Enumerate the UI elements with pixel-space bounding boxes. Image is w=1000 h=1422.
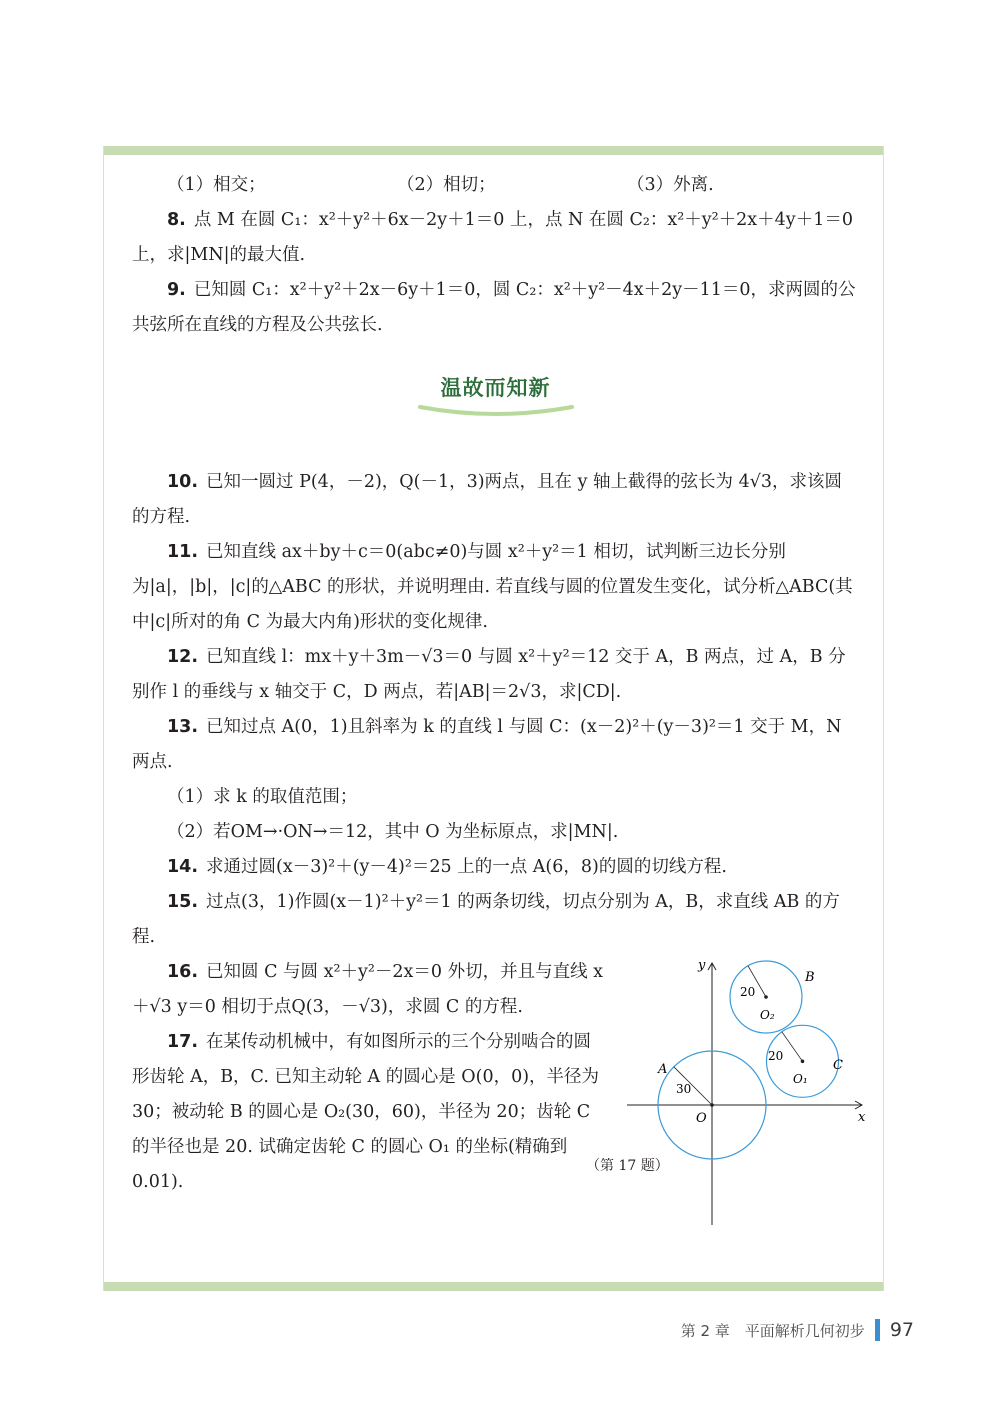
- sub-item-2: （2）相切；: [397, 175, 496, 195]
- problem-number: 17.: [167, 1032, 199, 1052]
- sub-item-1: （1）相交；: [167, 175, 266, 195]
- problem-text: 过点(3，1)作圆(x－1)²＋y²＝1 的两条切线，切点分别为 A，B，求直线 AB 的方程.: [132, 892, 840, 947]
- problem-text: 已知直线 l：mx＋y＋3m－√3＝0 与圆 x²＋y²＝12 交于 A，B 两点，过 A，B 分别作 l 的垂线与 x 轴交于 C，D 两点，若|AB|＝2√3，求|CD|.: [132, 647, 846, 702]
- title-swoosh: [416, 399, 576, 419]
- sub-item-3: （3）外离.: [627, 175, 714, 195]
- problem-number: 15.: [167, 892, 199, 912]
- page-number: 97: [889, 1319, 914, 1341]
- problem-number: 13.: [167, 717, 199, 737]
- problem-number: 11.: [167, 542, 199, 562]
- problem-13-part-1: （1）求 k 的取值范围；: [167, 787, 358, 807]
- problem-13: [132, 710, 859, 780]
- origin-label: O: [696, 1111, 707, 1126]
- problem-text: 在某传动机械中，有如图所示的三个分别啮合的圆形齿轮 A，B，C. 已知主动轮 A 的圆心是 O(0，0)，半径为 30；被动轮 B 的圆心是 O₂(30，60)，半径为 20；齿轮 C 的半径也是 20. 试确定齿轮 C 的圆心 O₁ 的坐标(精确到 0.01).: [132, 1032, 600, 1192]
- o2-label: O₂: [760, 1008, 775, 1022]
- narrow-column: [132, 955, 607, 1200]
- problem-number: 14.: [167, 857, 199, 877]
- gear-figure: [622, 955, 872, 1235]
- problem-number: 16.: [167, 962, 199, 982]
- problem-number: 8.: [167, 210, 186, 230]
- content-frame: [103, 146, 884, 1291]
- gear-c-label: C: [833, 1058, 843, 1073]
- problem-text: 已知圆 C₁：x²＋y²＋2x－6y＋1＝0，圆 C₂：x²＋y²－4x＋2y－11＝0，求两圆的公共弦所在直线的方程及公共弦长.: [132, 280, 856, 335]
- figure-caption: （第 17 题）: [586, 1158, 669, 1174]
- radius-a-label: 30: [676, 1082, 692, 1096]
- problem-12: [132, 640, 859, 710]
- problem-9: [132, 273, 859, 343]
- content: [132, 168, 866, 1200]
- problem-number: 9.: [167, 280, 186, 300]
- radius-line-c: [782, 1032, 803, 1061]
- page-footer: [681, 1318, 914, 1342]
- problem-number: 10.: [167, 472, 199, 492]
- center-dot-a: [710, 1103, 714, 1107]
- problem-14: [132, 850, 859, 885]
- radius-c-label: 20: [768, 1049, 784, 1063]
- problem-16: [132, 955, 607, 1025]
- gear-a-label: A: [658, 1062, 668, 1077]
- problem-8: [132, 203, 859, 273]
- problem-11: [132, 535, 859, 640]
- bottom-band: [104, 1282, 883, 1291]
- problem-15: [132, 885, 859, 955]
- problem-text: 点 M 在圆 C₁：x²＋y²＋6x－2y＋1＝0 上，点 N 在圆 C₂：x²＋y²＋2x＋4y＋1＝0 上，求|MN|的最大值.: [132, 210, 853, 265]
- x-label: x: [858, 1110, 866, 1125]
- center-dot-b: [764, 995, 768, 999]
- problem-text: 已知直线 ax＋by＋c＝0(abc≠0)与圆 x²＋y²＝1 相切，试判断三边长分别为|a|，|b|，|c|的△ABC 的形状，并说明理由. 若直线与圆的位置发生变化，试分析△ABC(其中|c|所对的角 C 为最大内角)形状的变化规律.: [132, 542, 853, 632]
- section-title-text: 温故而知新: [440, 376, 551, 400]
- problem-number: 12.: [167, 647, 199, 667]
- center-dot-c: [801, 1059, 805, 1063]
- problem-text: 求通过圆(x－3)²＋(y－4)²＝25 上的一点 A(6，8)的圆的切线方程.: [206, 857, 727, 877]
- top-band: [104, 146, 883, 155]
- chapter-title: 第 2 章 平面解析几何初步: [680, 1321, 865, 1340]
- problem-text: 已知过点 A(0，1)且斜率为 k 的直线 l 与圆 C：(x－2)²＋(y－3)²＝1 交于 M，N 两点.: [132, 717, 842, 772]
- footer-divider: [875, 1319, 880, 1341]
- section-title: [132, 363, 859, 423]
- radius-b-label: 20: [740, 985, 756, 999]
- problem-text: 已知圆 C 与圆 x²＋y²－2x＝0 外切，并且与直线 x＋√3 y＝0 相切于点Q(3，－√3)，求圆 C 的方程.: [132, 962, 604, 1017]
- problem-13-part-2: （2）若OM→·ON→＝12，其中 O 为坐标原点，求|MN|.: [167, 822, 619, 842]
- gear-b-label: B: [805, 970, 815, 985]
- problem-17: [132, 1025, 607, 1200]
- o1-label: O₁: [793, 1072, 808, 1086]
- p7-subitems: [132, 168, 859, 203]
- y-label: y: [698, 958, 706, 973]
- problem-text: 已知一圆过 P(4，－2)，Q(－1，3)两点，且在 y 轴上截得的弦长为 4√3，求该圆的方程.: [132, 472, 843, 527]
- problem-10: [132, 465, 859, 535]
- problems-with-figure: [132, 955, 866, 1200]
